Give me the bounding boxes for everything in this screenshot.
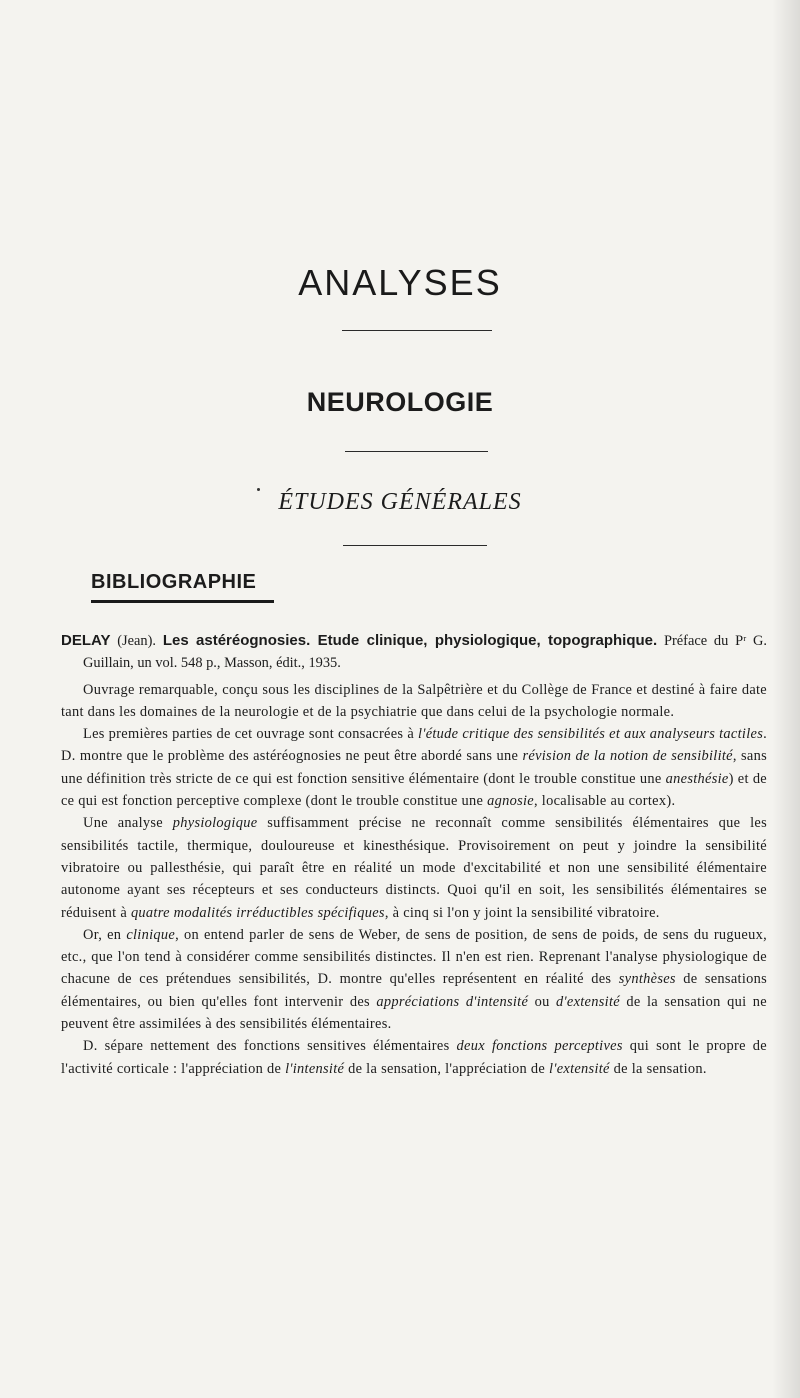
review-paragraph (61, 679, 767, 724)
review-paragraphs (61, 679, 767, 1080)
article-body (61, 630, 767, 1080)
italic-phrase: physiologique (172, 815, 258, 832)
text-run: Or, en (83, 926, 127, 943)
text-run: ou (528, 993, 557, 1010)
italic-phrase: révision de la notion de sensibilité (522, 748, 733, 765)
text-run: de sensations élémentaires, ou bien qu'elles font intervenir des (61, 971, 768, 1010)
entry-title: Les astéréognosies. Etude clinique, physiologique, topographique. (162, 632, 658, 649)
italic-phrase: clinique (126, 926, 176, 943)
text-run: de la sensation. (609, 1060, 707, 1077)
bibliography-underline (91, 600, 274, 603)
text-run: qui sont le propre de l'activité corticale : l'appréciation de (61, 1038, 767, 1077)
text-run: , on entend parler de sens de Weber, de sens de position, de sens de poids, de sens du rugueux, etc., que l'on tend à considérer comme sensibilités distinctes. Il n'en est rien. Reprenant l'analyse physiologique de chacune de ces prétendues sensibilités, D. montre qu'elles représentent en réalité des (61, 926, 767, 988)
review-paragraph (61, 1035, 767, 1080)
divider (345, 451, 488, 452)
bibliographic-entry (61, 630, 767, 675)
entry-author: DELAY (61, 632, 111, 649)
divider (342, 330, 492, 331)
subsection-heading: ÉTUDES GÉNÉRALES (278, 489, 522, 515)
italic-phrase: synthèses (618, 971, 676, 988)
review-paragraph (61, 723, 767, 812)
entry-publication: Préface du Pʳ G. Guillain, un vol. 548 p., Masson, édit., 1935. (83, 633, 767, 672)
italic-phrase: l'intensité (285, 1060, 345, 1077)
text-run: Une analyse (83, 815, 173, 832)
italic-phrase: d'extensité (556, 993, 620, 1010)
bibliography-heading: BIBLIOGRAPHIE (91, 571, 257, 593)
entry-author-first: (Jean). (117, 633, 157, 649)
italic-phrase: quatre modalités irréductibles spécifiques (130, 904, 385, 921)
main-heading: ANALYSES (298, 262, 502, 303)
text-run: de la sensation, l'appréciation de (344, 1060, 550, 1077)
text-run: Ouvrage remarquable, conçu sous les disciplines de la Salpêtrière et du Collège de France et destiné à faire date tant dans les domaines de la neurologie et de la psychiatrie que dans celui de la psychologie normale. (61, 681, 767, 720)
text-run: ) et de ce qui est fonction perceptive complexe (dont le trouble constitue une (61, 770, 767, 810)
italic-phrase: anesthésie (665, 770, 729, 787)
review-paragraph (61, 924, 767, 1035)
review-paragraph (61, 812, 767, 923)
italic-phrase: appréciations d'intensité (376, 993, 529, 1010)
text-run: , sans une définition très stricte de ce qui est fonction sensitive élémentaire (dont le trouble constitue une (61, 748, 768, 787)
italic-phrase: l'extensité (549, 1060, 610, 1077)
text-run: , à cinq si l'on y joint la sensibilité vibratoire. (384, 904, 660, 921)
text-run: . D. montre que le problème des astéréognosies ne peut être abordé sans une (61, 726, 767, 765)
text-run: D. sépare nettement des fonctions sensitives élémentaires (83, 1038, 457, 1055)
text-run: suffisamment précise ne reconnaît comme sensibilités élémentaires que les sensibilités tactile, thermique, douloureuse et kinesthésique. Provisoirement on peut y joindre la sensibilité vibratoire ou pallesthésie, qui paraît être en réalité un mode d'excitabilité et non une sensibilité élémentaire autonome ayant ses récepteurs et ses conducteurs distincts. Quoi qu'il en soit, les sensibilités élémentaires se réduisent à (61, 815, 767, 921)
text-run: de la sensation qui ne peuvent être assimilées à des sensibilités élémentaires. (61, 993, 767, 1033)
text-run: Les premières parties de cet ouvrage sont consacrées à (83, 726, 419, 743)
italic-phrase: deux fonctions perceptives (456, 1038, 623, 1055)
text-run: , localisable au cortex). (533, 793, 676, 810)
section-heading: NEUROLOGIE (306, 387, 494, 417)
italic-phrase: agnosie (487, 793, 534, 810)
page-edge-shadow (772, 0, 800, 1398)
italic-phrase: l'étude critique des sensibilités et aux analyseurs tactiles (418, 726, 764, 743)
divider (343, 545, 487, 546)
